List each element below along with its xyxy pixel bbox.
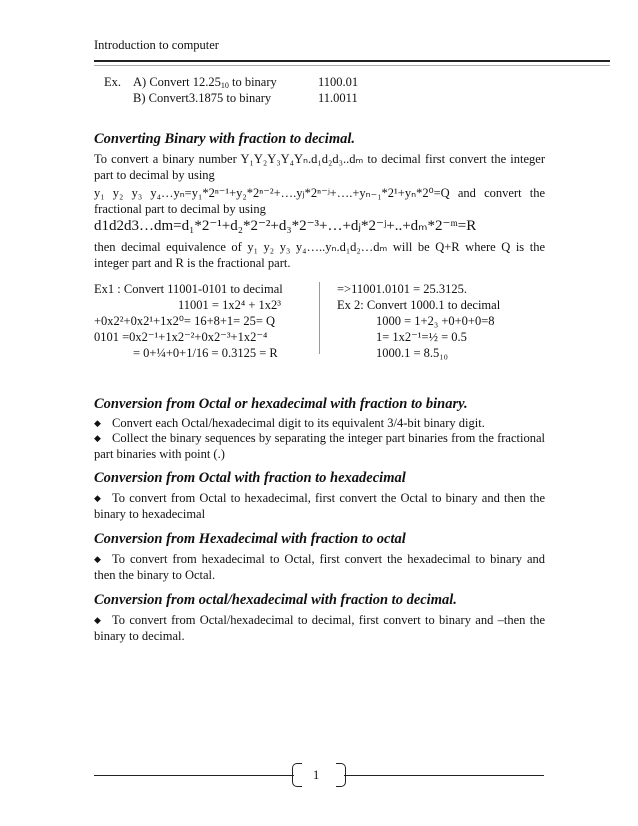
ex2-line-2: Ex 2: Convert 1000.1 to decimal [337,298,501,312]
example-b-question: B) Convert3.1875 to binary [133,91,272,105]
section2-bullet-2-text: Collect the binary sequences by separating the integer part binaries from the fractional part binaries with point (.) [94,431,545,461]
ex2-line-3: 1000 = 1+2₃ +0+0+0=8 [376,314,495,328]
section3-bullet-1-text: To convert from Octal to hexadecimal, first convert the Octal to binary and then the binary to hexadecimal [94,491,545,521]
bullet-diamond-icon: ◆ [94,418,101,428]
example-a-sub: 10 [220,81,229,90]
example-prefix: Ex. [104,75,122,89]
example-a-label: A) Convert 12.25 [133,75,221,89]
section-heading-binary-to-decimal: Converting Binary with fraction to decimal. [94,131,356,147]
bullet-diamond-icon: ◆ [94,554,101,564]
example-column-divider [319,282,320,354]
header-rule-thick [94,60,610,62]
section4-bullet-1-text: To convert from hexadecimal to Octal, first convert the hexadecimal to binary and then the binary to Octal. [94,552,545,582]
section2-bullet-1 [94,416,545,432]
section1-paragraph-2: y₁ y₂ y₃ y₄…yₙ=y₁*2ⁿ⁻¹+y₂*2ⁿ⁻²+….yⱼ*2ⁿ⁻ʲ+….+yₙ₋₁*2¹+yₙ*2⁰=Q and convert the fractional part to decimal by using [94,186,545,216]
bullet-diamond-icon: ◆ [94,615,101,625]
footer-rule-left [94,775,294,776]
section-heading-octal-hex-to-binary: Conversion from Octal or hexadecimal with fraction to binary. [94,396,468,412]
bullet-diamond-icon: ◆ [94,433,101,443]
section5-bullet-1 [94,613,545,644]
footer-brace-left [292,763,302,787]
section-heading-hex-to-octal: Conversion from Hexadecimal with fraction to octal [94,531,406,547]
footer-rule-right [344,775,544,776]
bullet-diamond-icon: ◆ [94,493,101,503]
example-a-question [133,75,277,90]
header-rule-thin [94,65,610,66]
ex1-line-1: Ex1 : Convert 11001-0101 to decimal [94,282,283,296]
section2-bullet-1-text: Convert each Octal/hexadecimal digit to its equivalent 3/4-bit binary digit. [112,416,485,430]
section1-paragraph-1: To convert a binary number Y₁Y₂Y₃Y₄Yₙ.d₁d₂d₃..dₘ to decimal first convert the integer part to decimal by using [94,152,545,182]
ex1-line-3: +0x2²+0x2¹+1x2⁰= 16+8+1= 25= Q [94,314,276,328]
section-heading-octal-hex-to-decimal: Conversion from octal/hexadecimal with fraction to decimal. [94,592,457,608]
ex2-line-1: =>11001.0101 = 25.3125. [337,282,468,296]
section3-bullet-1 [94,491,545,522]
example-b-answer: 11.0011 [318,91,358,105]
ex1-line-2: 11001 = 1x2⁴ + 1x2³ [178,298,281,312]
page-number: 1 [313,768,320,782]
section5-bullet-1-text: To convert from Octal/hexadecimal to decimal, first convert to binary and –then the binary to decimal. [94,613,545,643]
section1-paragraph-3: then decimal equivalence of y₁ y₂ y₃ y₄…..yₙ.d₁d₂…dₘ will be Q+R where Q is the integer part and R is the fractional part. [94,240,545,270]
ex2-line-4: 1= 1x2⁻¹=½ = 0.5 [376,330,467,344]
header-title: Introduction to computer [94,38,219,52]
ex2-line-5: 1000.1 = 8.5₁₀ [376,346,449,360]
ex1-line-4: 0101 =0x2⁻¹+1x2⁻²+0x2⁻³+1x2⁻⁴ [94,330,268,344]
section1-fraction-formula: d1d2d3…dm=d₁*2⁻¹+d₂*2⁻²+d₃*2⁻³+…+dⱼ*2⁻ʲ+..+dₘ*2⁻ᵐ=R [94,218,477,234]
section2-bullet-2 [94,431,545,462]
example-a-answer: 1100.01 [318,75,359,89]
section-heading-octal-to-hex: Conversion from Octal with fraction to hexadecimal [94,470,406,486]
ex1-line-5: = 0+¼+0+1/16 = 0.3125 = R [133,346,278,360]
example-a-tail: to binary [228,75,277,89]
section4-bullet-1 [94,552,545,583]
